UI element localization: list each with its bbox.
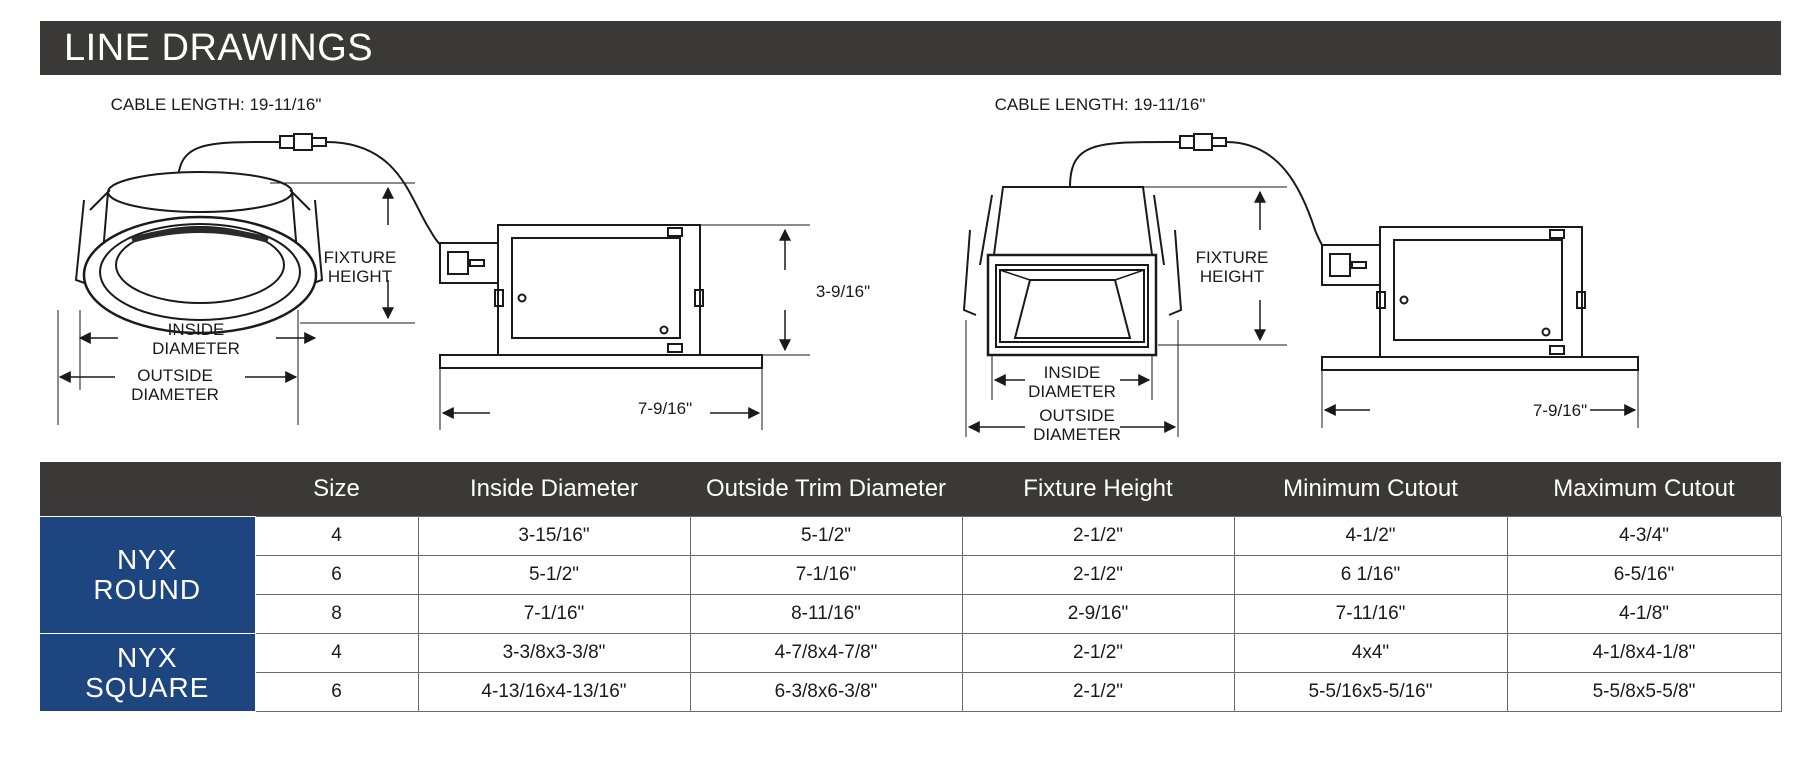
table-cell: 6 1/16" [1234,556,1507,595]
table-cell: 7-11/16" [1234,595,1507,634]
square-outside-diameter-label-2: DIAMETER [1033,425,1121,444]
line-drawings-svg [40,80,1781,455]
section-title: LINE DRAWINGS [64,27,374,69]
round-cable-length-label: CABLE LENGTH: 19-11/16" [110,95,322,114]
table-cell: 6 [255,556,418,595]
round-outside-diameter-label-2: DIAMETER [131,385,219,404]
round-driver-height-label: 3-9/16" [815,282,871,301]
table-cell: 4 [255,517,418,556]
table-cell: 5-5/8x5-5/8" [1507,673,1781,712]
table-cell: 4x4" [1234,634,1507,673]
table-cell: 5-5/16x5-5/16" [1234,673,1507,712]
table-cell: 4 [255,634,418,673]
table-header-row [40,462,1781,517]
round-inside-diameter-label-2: DIAMETER [152,339,240,358]
group-label-line-2: ROUND [93,574,202,605]
table-header-cell: Maximum Cutout [1507,462,1781,517]
line-drawings-area [40,80,1781,455]
table-header-cell: Fixture Height [962,462,1234,517]
table-header-cell: Outside Trim Diameter [690,462,962,517]
table-cell: 4-1/2" [1234,517,1507,556]
table-row [40,556,1781,595]
group-label-square [40,634,255,712]
specifications-table [40,462,1782,712]
table-cell: 4-1/8x4-1/8" [1507,634,1781,673]
table-cell: 4-7/8x4-7/8" [690,634,962,673]
table-cell: 3-3/8x3-3/8" [418,634,690,673]
square-inside-diameter-label-2: DIAMETER [1028,382,1116,401]
table-cell: 6-5/16" [1507,556,1781,595]
square-fixture-height-label-1: FIXTURE [1195,248,1269,267]
table-row [40,634,1781,673]
square-cable-length-label: CABLE LENGTH: 19-11/16" [994,95,1206,114]
table-cell: 6-3/8x6-3/8" [690,673,962,712]
table-cell: 2-9/16" [962,595,1234,634]
round-fixture-height-label-1: FIXTURE [323,248,397,267]
table-cell: 8 [255,595,418,634]
square-outside-diameter-label-1: OUTSIDE [1039,406,1115,425]
table-cell: 5-1/2" [690,517,962,556]
round-inside-diameter-label-1: INSIDE [167,320,225,339]
table-cell: 3-15/16" [418,517,690,556]
table-cell: 2-1/2" [962,556,1234,595]
table-cell: 2-1/2" [962,517,1234,556]
table-cell: 6 [255,673,418,712]
table-header-cell [40,462,255,517]
table-header-cell: Minimum Cutout [1234,462,1507,517]
table-cell: 4-13/16x4-13/16" [418,673,690,712]
table-cell: 7-1/16" [690,556,962,595]
table-cell: 4-1/8" [1507,595,1781,634]
table-row [40,673,1781,712]
table-header-cell: Size [255,462,418,517]
table-cell: 8-11/16" [690,595,962,634]
table-cell: 2-1/2" [962,634,1234,673]
group-label-line-1: NYX [116,544,178,575]
table-header-cell: Inside Diameter [418,462,690,517]
square-inside-diameter-label-1: INSIDE [1043,363,1101,382]
round-fixture-height-label-2: HEIGHT [327,267,393,286]
table-cell: 4-3/4" [1507,517,1781,556]
table-cell: 7-1/16" [418,595,690,634]
square-fixture-height-label-2: HEIGHT [1199,267,1265,286]
section-header [40,21,1781,75]
table-row [40,595,1781,634]
round-outside-diameter-label-1: OUTSIDE [137,366,213,385]
square-driver-length-label: 7-9/16" [1532,401,1588,420]
table-cell: 2-1/2" [962,673,1234,712]
group-label-line-1: NYX [116,641,178,673]
group-label-line-2: SQUARE [85,671,210,703]
table-row [40,517,1781,556]
table-cell: 5-1/2" [418,556,690,595]
group-label-round [40,517,255,634]
round-driver-length-label: 7-9/16" [637,399,693,418]
